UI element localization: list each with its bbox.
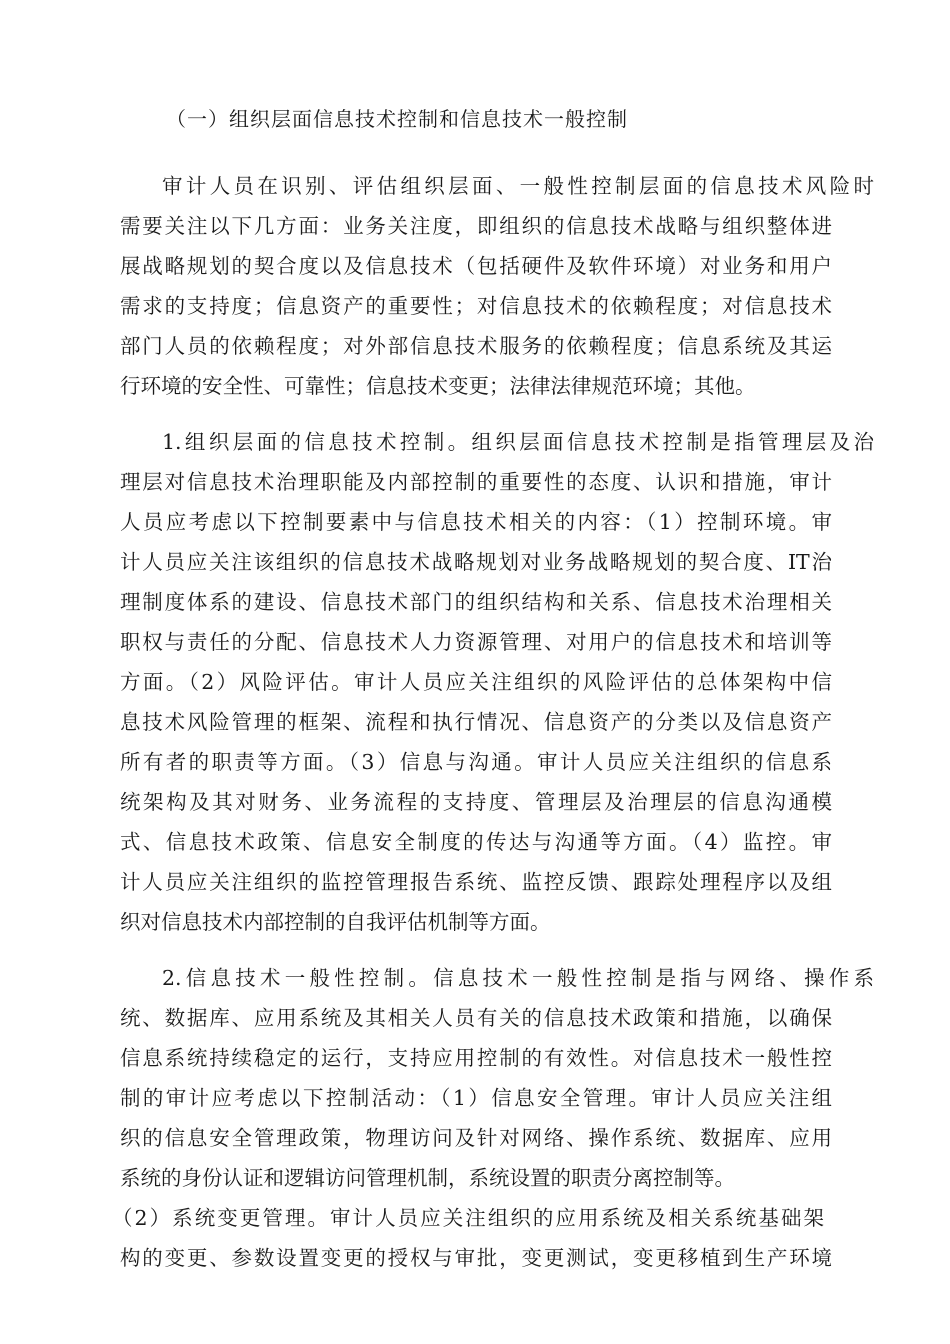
section-heading: （一）组织层面信息技术控制和信息技术一般控制	[166, 107, 628, 131]
paragraph-line: 计人员应关注组织的监控管理报告系统、监控反馈、跟踪处理程序以及组	[120, 870, 832, 894]
paragraph-line: 职权与责任的分配、信息技术人力资源管理、对用户的信息技术和培训等	[120, 630, 832, 654]
paragraph-line: 理制度体系的建设、信息技术部门的组织结构和关系、信息技术治理相关	[120, 590, 832, 614]
paragraph-line: 织的信息安全管理政策，物理访问及针对网络、操作系统、数据库、应用	[120, 1126, 832, 1150]
paragraph-general-control	[0, 958, 950, 1278]
paragraph-org-level-control	[0, 422, 950, 942]
paragraph-line: 行环境的安全性、可靠性；信息技术变更；法律法律规范环境；其他。	[120, 374, 756, 398]
paragraph-line: 1.组织层面的信息技术控制。组织层面信息技术控制是指管理层及治	[162, 430, 874, 454]
paragraph-line: 展战略规划的契合度以及信息技术（包括硬件及软件环境）对业务和用户	[120, 254, 832, 278]
paragraph-line: 方面。（2）风险评估。审计人员应关注组织的风险评估的总体架构中信	[120, 670, 832, 694]
paragraph-line: 部门人员的依赖程度；对外部信息技术服务的依赖程度；信息系统及其运	[120, 334, 832, 358]
paragraph-line: 系统的身份认证和逻辑访问管理机制，系统设置的职责分离控制等。	[120, 1166, 735, 1190]
paragraph-line: 织对信息技术内部控制的自我评估机制等方面。	[120, 910, 551, 934]
paragraph-line: 计人员应关注该组织的信息技术战略规划对业务战略规划的契合度、IT治	[120, 550, 832, 574]
paragraph-line: 需求的支持度；信息资产的重要性；对信息技术的依赖程度；对信息技术	[120, 294, 832, 318]
paragraph-line: 式、信息技术政策、信息安全制度的传达与沟通等方面。（4）监控。审	[120, 830, 832, 854]
paragraph-line: 理层对信息技术治理职能及内部控制的重要性的态度、认识和措施，审计	[120, 470, 832, 494]
paragraph-line: 构的变更、参数设置变更的授权与审批，变更测试，变更移植到生产环境	[120, 1246, 832, 1270]
paragraph-line: 所有者的职责等方面。（3）信息与沟通。审计人员应关注组织的信息系	[120, 750, 832, 774]
paragraph-line: 息技术风险管理的框架、流程和执行情况、信息资产的分类以及信息资产	[120, 710, 832, 734]
paragraph-line: （2）系统变更管理。审计人员应关注组织的应用系统及相关系统基础架	[112, 1206, 824, 1230]
paragraph-line: 审计人员在识别、评估组织层面、一般性控制层面的信息技术风险时	[162, 174, 874, 198]
paragraph-line: 统、数据库、应用系统及其相关人员有关的信息技术政策和措施，以确保	[120, 1006, 832, 1030]
paragraph-line: 人员应考虑以下控制要素中与信息技术相关的内容：（1）控制环境。审	[120, 510, 832, 534]
paragraph-line: 2.信息技术一般性控制。信息技术一般性控制是指与网络、操作系	[162, 966, 874, 990]
paragraph-line: 信息系统持续稳定的运行，支持应用控制的有效性。对信息技术一般性控	[120, 1046, 832, 1070]
paragraph-line: 统架构及其对财务、业务流程的支持度、管理层及治理层的信息沟通模	[120, 790, 832, 814]
paragraph-line: 需要关注以下几方面：业务关注度，即组织的信息技术战略与组织整体进	[120, 214, 832, 238]
paragraph-risk-focus	[0, 166, 950, 406]
paragraph-line: 制的审计应考虑以下控制活动：（1）信息安全管理。审计人员应关注组	[120, 1086, 832, 1110]
